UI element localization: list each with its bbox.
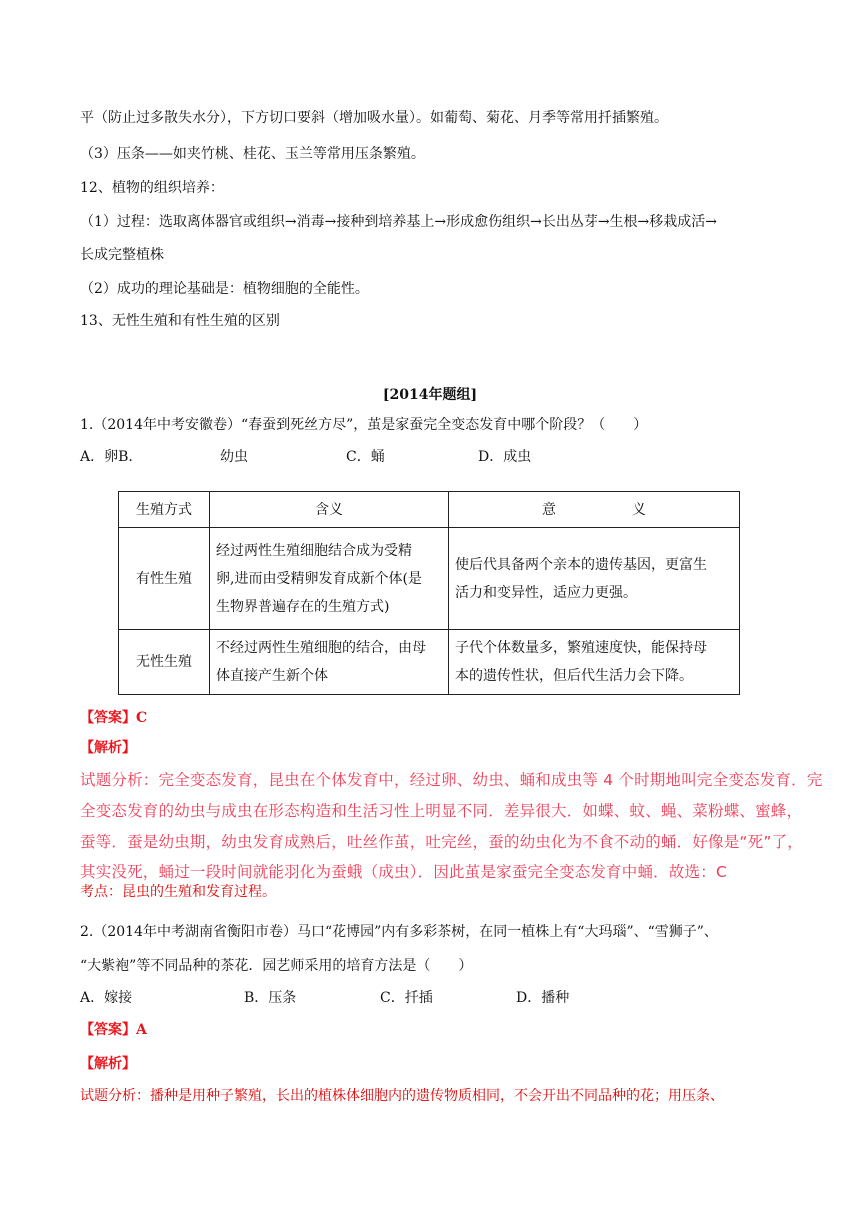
question-2-stem: “大紫袍”等不同品种的茶花．园艺师采用的培育方法是（ ） <box>80 958 473 974</box>
analysis-label: 【解析】 <box>80 1056 136 1072</box>
table-cell: 无性生殖 <box>119 630 210 695</box>
table-cell: 不经过两性生殖细胞的结合，由母 体直接产生新个体 <box>210 630 449 695</box>
analysis-text: 试题分析：播种是用种子繁殖，长出的植株体细胞内的遗传物质相同，不会开出不同品种的花；用压条、 <box>80 1088 724 1104</box>
option-a: A．嫁接 <box>80 990 133 1006</box>
option-c: C．蛹 <box>346 449 385 465</box>
analysis-text: 试题分析：完全变态发育，昆虫在个体发育中，经过卵、幼虫、蛹和成虫等 4 个时期地叫完全变态发育．完 <box>80 771 823 789</box>
option-d: D．播种 <box>516 990 570 1006</box>
text-line: （1）过程：选取离体器官或组织→消毒→接种到培养基上→形成愈伤组织→长出丛芽→生根→移栽成活→ <box>80 214 718 230</box>
analysis-text: 其实没死，蛹过一段时间就能羽化为蚕蛾（成虫）．因此茧是家蚕完全变态发育中蛹．故选：C <box>80 863 727 881</box>
table-cell: 使后代具备两个亲本的遗传基因，更富生 活力和变异性，适应力更强。 <box>449 528 740 630</box>
table-row <box>119 630 740 695</box>
table-cell: 有性生殖 <box>119 528 210 630</box>
table-header-cell: 含义 <box>210 492 449 528</box>
analysis-label: 【解析】 <box>80 740 136 756</box>
option-c: C．扦插 <box>380 990 433 1006</box>
option-b: 幼虫 <box>220 449 248 465</box>
table-header-cell: 生殖方式 <box>119 492 210 528</box>
reproduction-table <box>118 491 740 695</box>
option-a: A．卵B. <box>80 449 133 465</box>
section-heading: [2014年题组] <box>382 387 478 403</box>
text-line: 13、无性生殖和有性生殖的区别 <box>80 313 280 329</box>
analysis-text: 蚕等．蚕是幼虫期，幼虫发育成熟后，吐丝作茧，吐完丝，蚕的幼虫化为不食不动的蛹．好像是“死”了， <box>80 833 803 851</box>
question-1-stem: 1.（2014年中考安徽卷）“春蚕到死丝方尽”，茧是家蚕完全变态发育中哪个阶段？（ ） <box>80 417 648 433</box>
text-line: （3）压条——如夹竹桃、桂花、玉兰等常用压条繁殖。 <box>80 146 425 162</box>
option-d: D．成虫 <box>478 449 532 465</box>
answer-label: 【答案】A <box>80 1022 147 1038</box>
text-line: 长成完整植株 <box>80 247 164 263</box>
table-header-row <box>119 492 740 528</box>
table-header-cell: 意义 <box>449 492 740 528</box>
option-b: B．压条 <box>244 990 297 1006</box>
answer-label: 【答案】C <box>80 710 148 726</box>
table-cell: 子代个体数量多，繁殖速度快，能保持母 本的遗传性状，但后代生活力会下降。 <box>449 630 740 695</box>
text-line: （2）成功的理论基础是：植物细胞的全能性。 <box>80 281 369 297</box>
text-line: 平（防止过多散失水分），下方切口要斜（增加吸水量）。如葡萄、菊花、月季等常用扦插繁殖。 <box>80 110 668 126</box>
analysis-text: 全变态发育的幼虫与成虫在形态构造和生活习性上明显不同．差异很大．如蝶、蚊、蝇、菜粉蝶、蜜蜂， <box>80 802 803 820</box>
table-row <box>119 528 740 630</box>
question-2-stem: 2.（2014年中考湖南省衡阳市卷）马口“花博园”内有多彩茶树，在同一植株上有“大玛瑙”、“雪狮子”、 <box>80 924 718 940</box>
table-cell: 经过两性生殖细胞结合成为受精 卵,进而由受精卵发育成新个体(是 生物界普遍存在的生殖方式) <box>210 528 449 630</box>
text-line: 12、植物的组织培养： <box>80 180 224 196</box>
kaodian-text: 考点：昆虫的生殖和发育过程。 <box>80 884 276 900</box>
